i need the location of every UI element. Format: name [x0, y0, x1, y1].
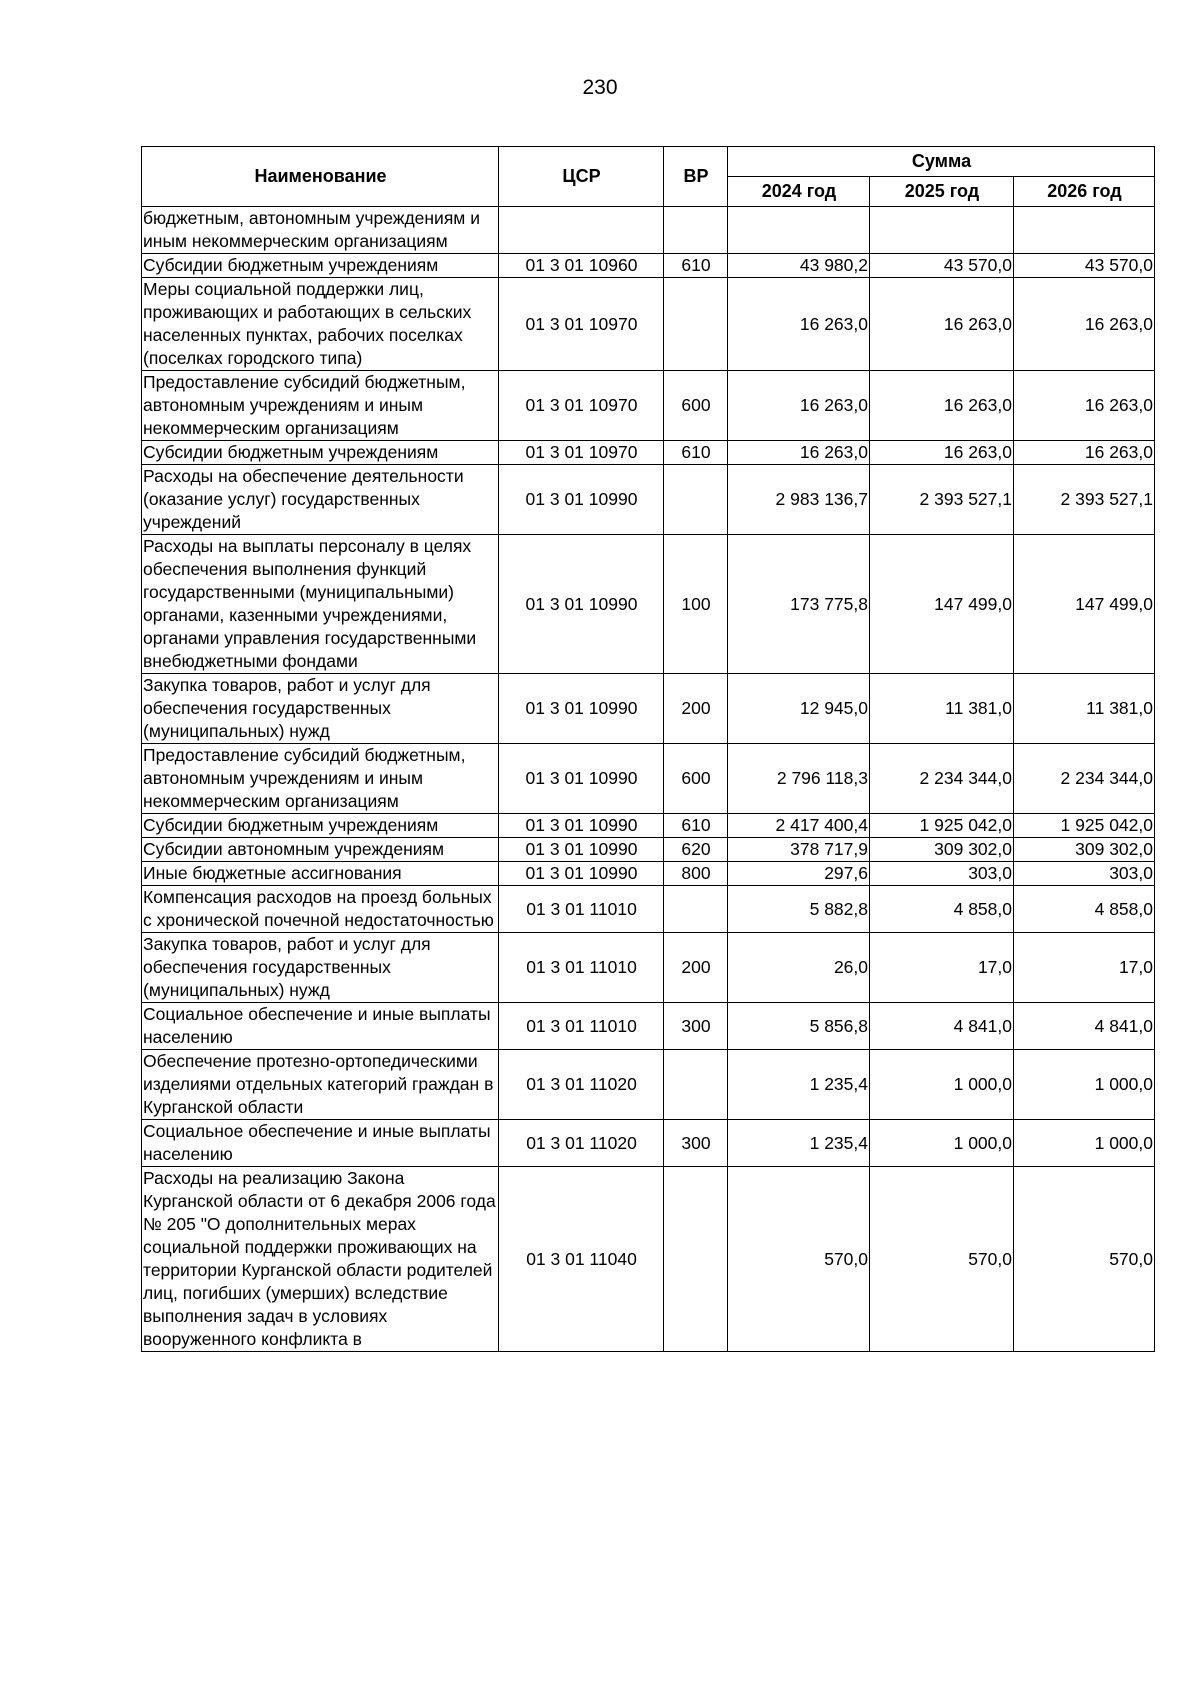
row-sum-2024: 5 856,8 — [728, 1003, 870, 1050]
header-year-2024: 2024 год — [728, 177, 870, 207]
row-sum-2026: 11 381,0 — [1014, 674, 1155, 744]
header-name: Наименование — [142, 147, 499, 207]
row-sum-2025: 570,0 — [870, 1167, 1014, 1352]
row-sum-2024: 12 945,0 — [728, 674, 870, 744]
row-name: Социальное обеспечение и иные выплаты населению — [142, 1003, 499, 1050]
row-sum-2024: 16 263,0 — [728, 371, 870, 441]
row-vr — [664, 278, 728, 371]
row-vr: 600 — [664, 744, 728, 814]
row-sum-2024: 1 235,4 — [728, 1120, 870, 1167]
row-name: Иные бюджетные ассигнования — [142, 862, 499, 886]
row-csr: 01 3 01 10990 — [499, 838, 664, 862]
row-csr: 01 3 01 11010 — [499, 1003, 664, 1050]
table-row — [142, 254, 1155, 278]
table-row — [142, 933, 1155, 1003]
row-vr — [664, 465, 728, 535]
table-row — [142, 1050, 1155, 1120]
row-vr — [664, 207, 728, 254]
row-sum-2025: 303,0 — [870, 862, 1014, 886]
table-row — [142, 814, 1155, 838]
row-csr: 01 3 01 11010 — [499, 886, 664, 933]
row-vr — [664, 1050, 728, 1120]
row-sum-2024: 1 235,4 — [728, 1050, 870, 1120]
row-sum-2024: 43 980,2 — [728, 254, 870, 278]
row-csr: 01 3 01 10970 — [499, 441, 664, 465]
row-sum-2026: 1 925 042,0 — [1014, 814, 1155, 838]
row-sum-2025: 4 841,0 — [870, 1003, 1014, 1050]
table-row — [142, 441, 1155, 465]
row-vr: 200 — [664, 674, 728, 744]
header-csr: ЦСР — [499, 147, 664, 207]
row-sum-2026: 147 499,0 — [1014, 535, 1155, 674]
table-row — [142, 465, 1155, 535]
row-sum-2026: 303,0 — [1014, 862, 1155, 886]
row-sum-2026: 16 263,0 — [1014, 441, 1155, 465]
row-sum-2024: 2 983 136,7 — [728, 465, 870, 535]
row-vr: 610 — [664, 441, 728, 465]
table-header — [142, 147, 1155, 207]
row-sum-2025: 16 263,0 — [870, 278, 1014, 371]
row-name: Меры социальной поддержки лиц, проживающих и работающих в сельских населенных пунктах, рабочих поселках (поселках городского типа) — [142, 278, 499, 371]
row-csr: 01 3 01 10990 — [499, 814, 664, 838]
row-name: Предоставление субсидий бюджетным, автономным учреждениям и иным некоммерческим организациям — [142, 744, 499, 814]
row-sum-2024: 378 717,9 — [728, 838, 870, 862]
row-sum-2026: 1 000,0 — [1014, 1050, 1155, 1120]
row-sum-2025 — [870, 207, 1014, 254]
row-sum-2025: 16 263,0 — [870, 441, 1014, 465]
row-sum-2025: 1 000,0 — [870, 1050, 1014, 1120]
table-row — [142, 838, 1155, 862]
row-name: Субсидии автономным учреждениям — [142, 838, 499, 862]
row-csr: 01 3 01 10990 — [499, 535, 664, 674]
header-year-2025: 2025 год — [870, 177, 1014, 207]
row-sum-2026: 309 302,0 — [1014, 838, 1155, 862]
row-vr: 600 — [664, 371, 728, 441]
row-sum-2025: 1 925 042,0 — [870, 814, 1014, 838]
row-sum-2025: 1 000,0 — [870, 1120, 1014, 1167]
row-sum-2026: 2 234 344,0 — [1014, 744, 1155, 814]
row-sum-2026: 4 858,0 — [1014, 886, 1155, 933]
header-sum: Сумма — [728, 147, 1155, 177]
row-name: бюджетным, автономным учреждениям и иным некоммерческим организациям — [142, 207, 499, 254]
row-csr: 01 3 01 10960 — [499, 254, 664, 278]
row-sum-2025: 4 858,0 — [870, 886, 1014, 933]
row-vr: 610 — [664, 814, 728, 838]
row-vr: 610 — [664, 254, 728, 278]
row-sum-2026: 16 263,0 — [1014, 278, 1155, 371]
header-vr: ВР — [664, 147, 728, 207]
table-row — [142, 744, 1155, 814]
row-csr: 01 3 01 10990 — [499, 465, 664, 535]
row-sum-2025: 43 570,0 — [870, 254, 1014, 278]
table-row — [142, 886, 1155, 933]
row-vr: 300 — [664, 1120, 728, 1167]
table-row — [142, 207, 1155, 254]
row-sum-2026: 2 393 527,1 — [1014, 465, 1155, 535]
row-csr: 01 3 01 11020 — [499, 1120, 664, 1167]
row-csr: 01 3 01 11010 — [499, 933, 664, 1003]
row-sum-2024: 16 263,0 — [728, 441, 870, 465]
table-row — [142, 278, 1155, 371]
row-name: Предоставление субсидий бюджетным, автономным учреждениям и иным некоммерческим организациям — [142, 371, 499, 441]
row-csr — [499, 207, 664, 254]
row-vr: 100 — [664, 535, 728, 674]
table-body — [142, 207, 1155, 1352]
row-csr: 01 3 01 10970 — [499, 371, 664, 441]
row-sum-2026: 1 000,0 — [1014, 1120, 1155, 1167]
row-vr — [664, 1167, 728, 1352]
row-name: Закупка товаров, работ и услуг для обеспечения государственных (муниципальных) нужд — [142, 674, 499, 744]
row-sum-2024 — [728, 207, 870, 254]
row-sum-2024: 2 417 400,4 — [728, 814, 870, 838]
row-name: Субсидии бюджетным учреждениям — [142, 254, 499, 278]
row-csr: 01 3 01 10990 — [499, 744, 664, 814]
table-row — [142, 371, 1155, 441]
row-sum-2025: 11 381,0 — [870, 674, 1014, 744]
budget-table — [141, 146, 1155, 1352]
page-number: 230 — [582, 76, 618, 99]
row-sum-2026: 17,0 — [1014, 933, 1155, 1003]
row-sum-2026: 570,0 — [1014, 1167, 1155, 1352]
row-vr: 200 — [664, 933, 728, 1003]
row-vr: 800 — [664, 862, 728, 886]
row-csr: 01 3 01 11020 — [499, 1050, 664, 1120]
table-row — [142, 535, 1155, 674]
row-csr: 01 3 01 10990 — [499, 862, 664, 886]
table-row — [142, 1167, 1155, 1352]
row-name: Обеспечение протезно-ортопедическими изделиями отдельных категорий граждан в Курганской области — [142, 1050, 499, 1120]
row-name: Субсидии бюджетным учреждениям — [142, 814, 499, 838]
row-sum-2025: 147 499,0 — [870, 535, 1014, 674]
row-sum-2024: 5 882,8 — [728, 886, 870, 933]
header-year-2026: 2026 год — [1014, 177, 1155, 207]
row-sum-2026: 43 570,0 — [1014, 254, 1155, 278]
row-sum-2026: 16 263,0 — [1014, 371, 1155, 441]
table-row — [142, 1120, 1155, 1167]
row-csr: 01 3 01 11040 — [499, 1167, 664, 1352]
row-sum-2024: 173 775,8 — [728, 535, 870, 674]
row-sum-2024: 26,0 — [728, 933, 870, 1003]
row-sum-2025: 2 234 344,0 — [870, 744, 1014, 814]
row-name: Расходы на выплаты персоналу в целях обеспечения выполнения функций государственными (муниципальными) органами, казенными учреждениями, органами управления государственными внебюджетными фондами — [142, 535, 499, 674]
row-vr: 300 — [664, 1003, 728, 1050]
table-row — [142, 862, 1155, 886]
row-sum-2025: 2 393 527,1 — [870, 465, 1014, 535]
row-sum-2026 — [1014, 207, 1155, 254]
row-sum-2024: 2 796 118,3 — [728, 744, 870, 814]
row-csr: 01 3 01 10970 — [499, 278, 664, 371]
row-sum-2025: 17,0 — [870, 933, 1014, 1003]
row-vr — [664, 886, 728, 933]
row-name: Закупка товаров, работ и услуг для обеспечения государственных (муниципальных) нужд — [142, 933, 499, 1003]
row-sum-2026: 4 841,0 — [1014, 1003, 1155, 1050]
row-name: Субсидии бюджетным учреждениям — [142, 441, 499, 465]
row-sum-2024: 16 263,0 — [728, 278, 870, 371]
row-name: Компенсация расходов на проезд больных с хронической почечной недостаточностью — [142, 886, 499, 933]
row-sum-2024: 297,6 — [728, 862, 870, 886]
row-name: Расходы на реализацию Закона Курганской области от 6 декабря 2006 года № 205 "О дополнительных мерах социальной поддержки проживающих на территории Курганской области родителей лиц, погибших (умерших) вследствие выполнения задач в условиях вооруженного конфликта в — [142, 1167, 499, 1352]
row-vr: 620 — [664, 838, 728, 862]
row-sum-2025: 16 263,0 — [870, 371, 1014, 441]
table-row — [142, 674, 1155, 744]
row-name: Социальное обеспечение и иные выплаты населению — [142, 1120, 499, 1167]
row-sum-2024: 570,0 — [728, 1167, 870, 1352]
row-csr: 01 3 01 10990 — [499, 674, 664, 744]
row-sum-2025: 309 302,0 — [870, 838, 1014, 862]
row-name: Расходы на обеспечение деятельности (оказание услуг) государственных учреждений — [142, 465, 499, 535]
table-row — [142, 1003, 1155, 1050]
